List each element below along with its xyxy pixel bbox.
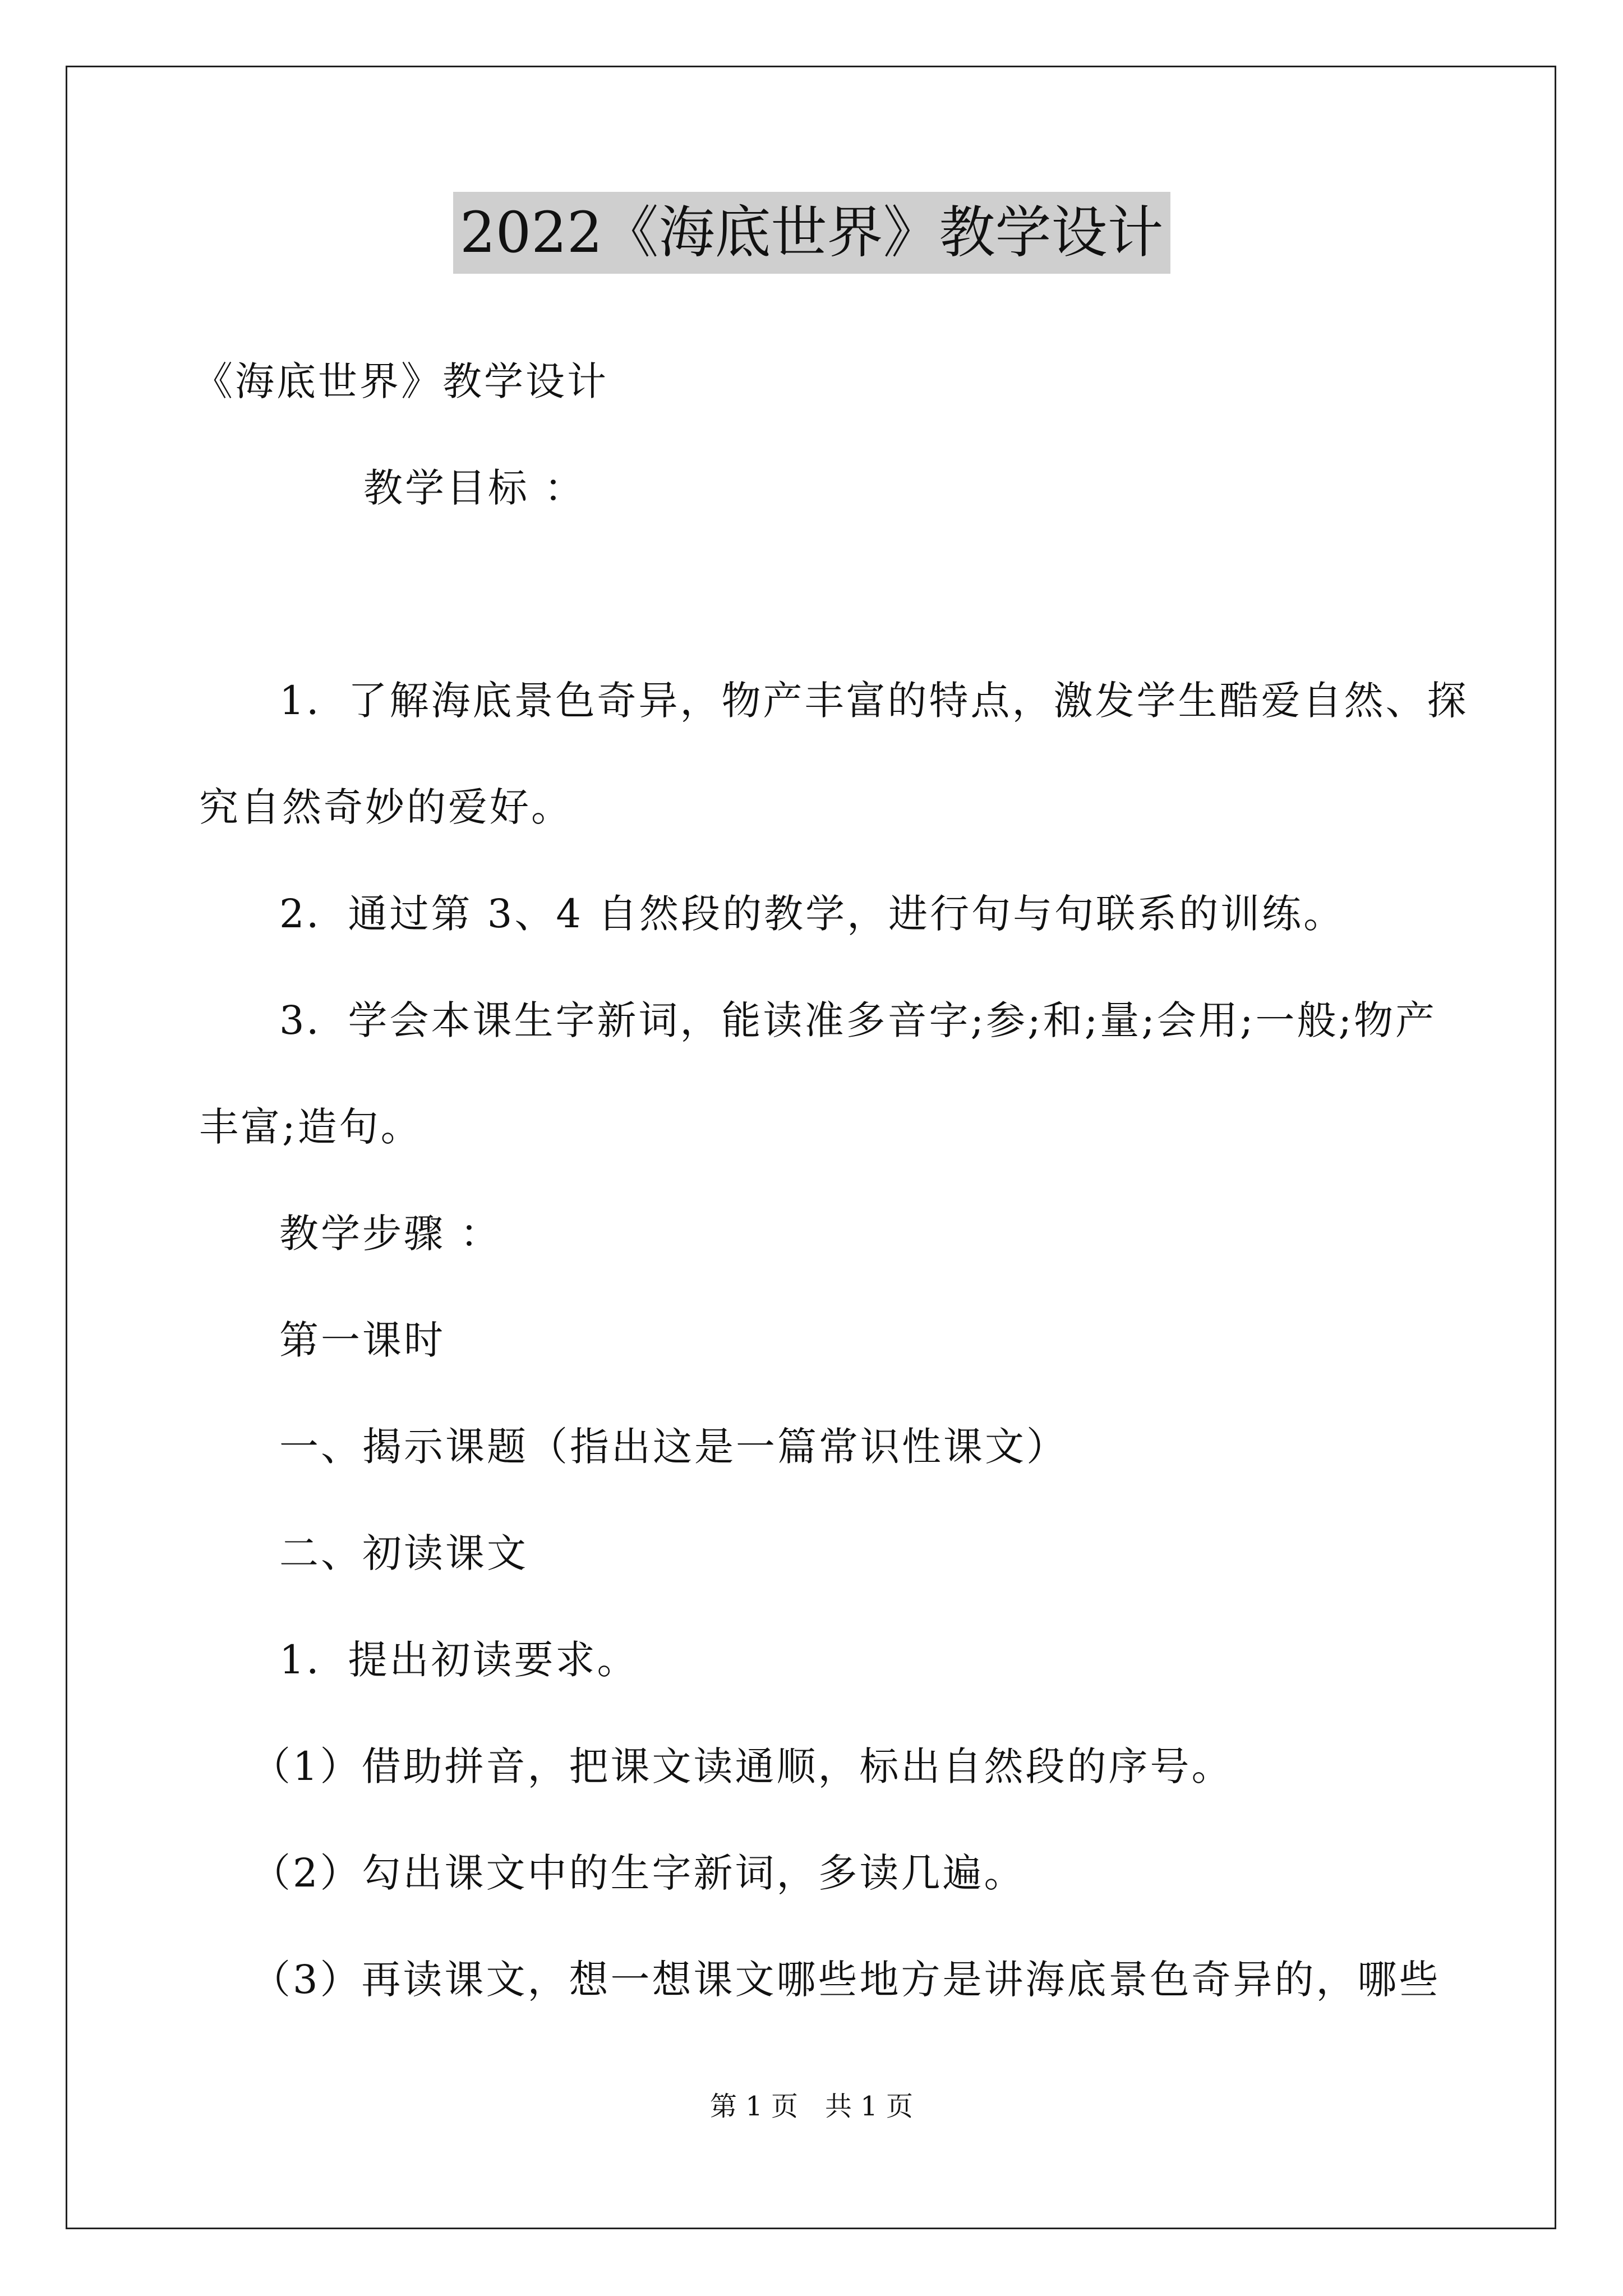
objective-2: 2．通过第 3、4 自然段的教学，进行句与句联系的训练。: [279, 891, 1345, 937]
step-2-sub-2: （2）勾出课文中的生字新词，多读几遍。: [251, 1850, 1026, 1896]
objectives-heading: 教学目标 ：: [363, 465, 586, 511]
steps-heading: 教学步骤 ：: [279, 1211, 502, 1257]
step-2: 二、初读课文: [279, 1530, 528, 1576]
objective-1-line-2: 究自然奇妙的爱好。: [199, 784, 573, 830]
objective-3-line-2: 丰富;造句。: [199, 1104, 422, 1150]
objective-1-line-1: 1．了解海底景色奇异，物产丰富的特点，激发学生酷爱自然、探: [279, 678, 1469, 724]
step-2-sub-1: （1）借助拼音，把课文读通顺，标出自然段的序号。: [251, 1743, 1233, 1789]
step-1: 一、揭示课题（指出这是一篇常识性课文）: [279, 1424, 1068, 1470]
first-lesson-heading: 第一课时: [279, 1317, 445, 1363]
step-2-item-1: 1．提出初读要求。: [279, 1637, 639, 1683]
document-title: 2022《海底世界》教学设计: [453, 192, 1170, 274]
page-footer: 第 1 页 共 1 页: [709, 2091, 914, 2122]
subtitle-line: 《海底世界》教学设计: [193, 358, 608, 404]
objective-3-line-1: 3．学会本课生字新词，能读准多音字;参;和;量;会用;一般;物产: [279, 997, 1437, 1043]
step-2-sub-3: （3）再读课文，想一想课文哪些地方是讲海底景色奇异的，哪些: [251, 1957, 1441, 2003]
